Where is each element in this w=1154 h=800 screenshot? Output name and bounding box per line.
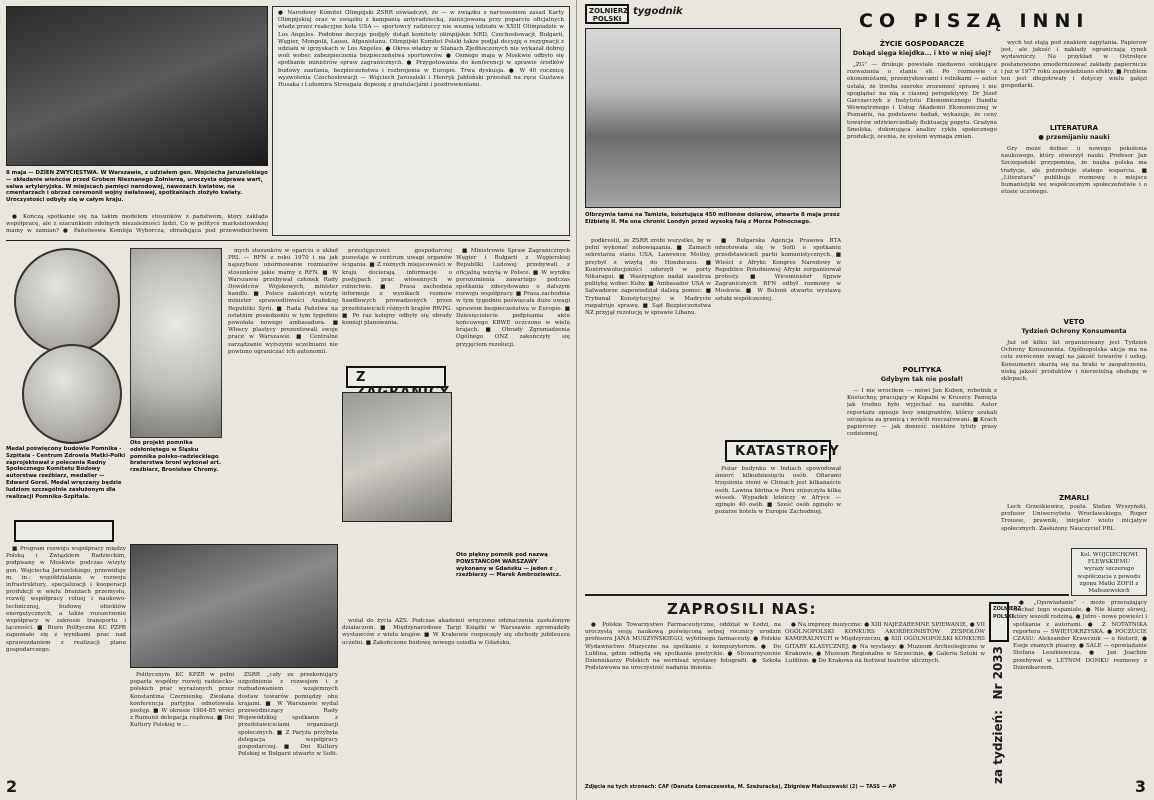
top-news-text: ● Narodowy Komitet Olimpijski ZSRR oświadczył, że — w związku z naruszeniem zasad Karty Olimpijskiej oraz w związku z kampanią antyradziecką, zainicjowaną przy poparciu oficjalnych władz przez reakcyjne koła USA — sportowcy radzieccy nie wezmą udziału w XXIII Olimpiadzie w Los Angeles. Podobne decyzje podjęły dotąd komitety olimpijskie NRD, Czechosłowacji, Bułgarii, Węgier, Mongolii, Laosu, Afganistanu. Olimpijski Komitet Polski także podjął decyzję o rezygnacji z udziału w igrzyskach w Los Angeles. ● Okres władzy w Stanach Zjednoczonych nie wykazał dobrej woli wobec zabezpieczenia bezpieczeństwa sportowców. ● Osmego maja w Moskwie odbyło się spotkanie ministrów spraw zagranicznych. ● Przygotowania do konferencji w sprawie środków budowy zaufania, bezpieczeństwa i rozbrojenia w Europie. Trwa dyskusja. ● W 40 rocznicę wyzwolenia Czechosłowacji — Wojciech Jaruzelski i Henryk Jabłoński przesłali na ręce Gustawa Husaka i Lubomira Strougala depeszę z gratulacjami i pozdrowieniami. [278,10,564,89]
condolence-box [1071,548,1147,596]
column-c [130,672,234,784]
literatura-title: LITERATURA [1049,124,1099,132]
middle-news-text: ● Kończą spotkanie się na takim modelem stosunków z państwem, który zakłada współpracę, ale z szacunkiem zdolnych niezależności ludzi. Co w polityce marksistowskiej mamy w zamian? ● Państwowa Komisja Wyborcza, obradująca pod przewodnictwem [6,214,268,235]
literatura-text: Gry może dobiec u nowego pokolenia naukowego, który otworzył nauki. Profesor Jan Szczepański przypomina, że nauka polska ma tradycje, ale potrzebuje stałego wsparcia. ■ „Literatura” publikuje rozmowę o miejscu humanistyki we współczesnym społeczeństwie i o etosie uczonego. [1001,146,1147,196]
zagranicy-text: ■ Ministrowie Spraw Zagranicznych Węgier i Bułgarii z Węgierskiej Republiki Ludowej przebywali z oficjalną wizytą w Polsce. ■ W wyniku porozumienia zawartego podczas spotkania zdecydowano o dalszym rozwoju współpracy. ■ Prasa zachodnia w tym tygodniu poświęcała dużo uwagi sprawom bezpieczeństwa w Europie. ■ Dziesięciolecie podpisania aktu końcowego KBWE uczczono w wielu krajach. ■ Obrady Zgromadzenia Ogólnego ONZ zakończyły się przyjęciem rezolucji. [456,248,570,348]
veto-headline: Tydzień Ochrony Konsumenta [1021,328,1127,335]
zaprosili-divider [585,594,1069,596]
zagranicy-column [456,248,570,548]
zmarli-column [1001,504,1147,544]
column-a-text: mych stosunków w oparciu o układ PRL — RFN z roku 1970 i na jak najszybsze unormowanie rozmiarów stosunków jakie mamy z RFN. ■ W Warszawie przebywał członek Rady Dowódców Wojskowych, minister handlu. ■ Polsce zakończył wizytę minister sprawiedliwości Arabskiej Republiki Syrii. ■ Rada Państwa na ostatnim posiedzeniu w tym tygodniu powołała nowego ambasadora. ■ Włoscy plastycy prezentowali swoje prace w Warszawie. ■ Centralne zarządzanie wyższymi uczelniami nie powinno ograniczać ich autonomii. [228,248,338,355]
photo-caption-victory-day: 8 maja — DZIEŃ ZWYCIĘSTWA. W Warszawie, z udziałem gen. Wojciecha Jaruzelskiego — składanie wieńców przed Grobem Nieznanego Żołnierza, uroczysta odprawa wart, salwa artyleryjska. W miejscach pamięci narodowej, nawozach kwiatów, na cmentarzach i obrzeż ceremonii wojny światowej, spotkaniach złożyło kwiaty. Uroczystości odbyły się w całym kraju. [6,170,268,204]
left-page-number: 2 [6,777,18,796]
middle-news-column [6,214,268,236]
photo-exhibition [130,544,338,668]
section-title-zagranicy: Z [346,366,446,388]
medal-caption: Medal poświęcony budowie Pomnika - Szpitala - Centrum Zdrowia Matki-Polki zaprojektował z polecenia Radny Społecznego Komitetu Budowy autorstwa rzeźbiarz, medalier — Edward Gorol. Medal wręczany będzie ludziom szczególnie zasłużonym dla realizacji Pomnika-Szpitala. [6,446,126,500]
polityka-text: — I nie wróciłem — mówi Jan Kuboń, robotnik z Kostuchny, pracujący w Kopalni w Kruszcy. Pamięta jak trudno było wyjechać na zarobki. Autor reportażu opisuje losy emigrantów, którzy szukali szczęścia za granicą i wrócili rozczarowani. ■ Krach papierowy — jak donieść niektóre tytuły prasy codziennej. [847,388,997,438]
zaprosili-title: ZAPROSILI NAS: [667,600,817,618]
zaprosili-col-b-text: ● Na imprezy muzyczne: ● XIII NAJEZAREMNE ŚPIEWANIE, ● VII OGÓLNOPOLSKI KONKURS AKORDEONISTÓW ZESPOŁÓW KAMERALNYCH w Międzyrzeczu, ● XIII OGÓLNOPOLSKI KONKURS GITARY KLASYCZNEJ. ● Na wystawy: ● Muzeum Archeologiczne w Krakowie, ● Muzeum Regionalne w Szczecinie, ● Galeria Sztuki w Lublinie. ● Do Krakowa na festiwal teatrów ulicznych. [785,622,985,665]
za-tydzien-logo: ZOLNIERZ POLSKI [989,602,1009,642]
column-b [342,248,452,362]
section-title-kraju [14,520,114,542]
photo-victory-day [6,6,268,166]
column-e [342,618,570,784]
za-tydzien-title: za tydzień: [991,710,1005,784]
veto-text: Już od kilku lat organizowany jest Tydzień Ochrony Konsumenta. Ogólnopolska akcja ma na celu zwrócenie uwagi na jakość towarów i usług. Konsumenci skarżą się na braki w zaopatrzeniu, niską jakość produktów i nierzetelną obsługę w sklepach. [1001,340,1147,383]
polityka-title: POLITYKA [902,366,942,374]
news-column-a-text: podkreślił, że ZSRR zrobi wszystko, by w pełni wykonać zobowiązania. ■ Zamach sekretarza stanu USA, Lawrence Motley, przybył z wizytą do Hondurasu. ■ Kontrrewolucjoniści uderzyli w porty Nikaragui. ■ Waszyngton nadal zaostrza politykę wobec Kuby. ■ Ambasador USA w Salwadorze zapowiedział dalszą pomoc. ■ Trybunał Konstytucyjny w Madrycie rozpatruje sprawę. ■ Sąd Bezpieczeństwa NZ przyjął rezolucję w sprawie Libanu. [585,238,711,317]
medal-image-front [14,248,120,354]
column-e-text: Politycznym KC KPZR w pełni poparła wspólny rozwój radziecko-polskich prac wyrażonych przez Konstantina Czernienkę. Zwołana konferencja partyjna odnotowała postęp. ■ W okresie 1984-85 wróci z Rumunii delegacja rządowa. ■ Dni Kultury Polskiej w ... [130,672,234,729]
zmarli-title: ZMARLI [1059,494,1089,502]
column-c-text: ZSRR „cały ze przekonujący uzgodnienie z rozwojem i z rozbudowaniem wzajemnych dostaw towarów pomiędzy obu krajami. ■ W Warszawie wydal przewodniczący Rady Wojewódzkiej spotkanie z przedstawicielami organizacji społecznych. ■ Z Paryża przybyła delegacja współpracy gospodarczej. ■ Dni Kultury Polskiej w Bułgarii otwarto w Sofii. [238,672,338,758]
sculpture-caption: Oto projekt pomnika odsłoniętego w Śląsku pomnika polsko-radzieckiego braterstwa broni wykonał art. rzeźbiarz, Bronisław Chromy. [130,440,222,474]
photo-caption-monument: Oto piękny pomnik pod nazwą POWSTAŃCOM WARSZAWY wykonany w Gdańsku — jeden z rzeźbiarzy — Marek Ambroziewicz. [456,552,562,579]
medal-image-back [22,344,122,444]
veto-title: VETO [1063,318,1085,326]
column-a [228,248,338,538]
photo-caption-thames: Olbrzymia tama na Tamizie, kosztująca 450 milionów dolarów, otwarta 8 maja przez Elżbietę II. Ma ona chronić Londyn przed wysoką falą z Morza Północnego. [585,212,840,225]
column-d [238,672,338,784]
katastrofy-column [715,466,841,588]
za-tydzien-text: ● „Opowiadanie” - może przerażający słuchać tego wspaniale. ● Nie kłamy slowej, który wszedł rodziną. ● Jutro - nowe powieści i spotkania z autorami. ● Z NOTATNIKA reportera — ŚWIĘTOKRZYSKA. ● POCZUCIE CZASU: Aleksander Krawczuk — o historii, ● Eseje znanych pisarzy. ● SALE — opowiadanie Stefana Leszkiewicza. ● Jan Joachim przebywał w LETNIM DOMKU rozmowy z Dzienikarzem. [1013,600,1147,671]
zaprosili-col-a-text: ● Polskie Towarzystwo Farmaceutyczne, oddział w Łodzi, na uroczystą sesję naukową poświęconą setnej rocznicy urodzin profesora JANA MUSZYŃSKIEGO, wybitnego farmaceuty. ● Polskie Wydawnictwo Muzyczne na spotkanie z kompozytorem. ● Do Lublina, gdzie odbędą się spotkania poetyckie. ● Stowarzyszenie Dziennikarzy Polskich na wernisaż wystawy fotografii. ● Szkoła Podstawowa na uroczystość nadania imienia. [585,622,781,672]
literatura-headline: ● przemijaniu nauki [1038,134,1110,141]
news-column-a [585,238,711,588]
zaprosili-column-a [585,622,781,780]
footer-credits: Zdjęcia na tych stronach: CAF (Danuta Łomaczewska, M. Szeżuracka), Zbigniew Matuszewski (2) — TASS — AP [585,784,897,790]
veto-column [1001,340,1147,490]
divider [6,240,570,241]
column-b-text: przestępczości gospodarczej pozostaje w centrum uwagi organów ścigania. ■ Z różnych miejscowości w kraju docierają informacje o postępach prac wiosennych w rolnictwie. ■ Prasa zachodnia informuje o wynikach rozmów handlowych prowadzonych przez przedstawicieli różnych krajów RWPG. ■ Po raz kolejny odbyły się obrady komisji planowania. [342,248,452,327]
zycie-gospodarcze-title: ŻYCIE GOSPODARCZE [879,40,965,48]
zycie-gospodarcze-headline: Dokąd sięga kiejdka... i kto w niej siej? [852,50,992,57]
right-column-a [1001,40,1147,120]
section-title-co-pisza-inni: CO PISZĄ INNI [859,10,1090,32]
masthead-logo: ZOLNIERZ POLSKI [585,4,629,24]
kraju-text: ■ Program rozwoju współpracy między Polską i Związkiem Radzieckim, podpisany w Moskwie podczas wizyty gen. Wojciecha Jaruzelskiego, przewiduje m. in.: współdziałanie w rozwoju infrastruktury, specjalizacji i kooperacji produkcji w wielu branżach przemysłu, rozwój współpracy rolnej i naukowo-technicznej, budowę obiektów energetycznych, a także rozszerzenie współpracy w zakresie transportu i łączności. ■ Biuro Polityczne KC PZPR zapoznało się z wynikami prac nad sprawozdaniem z realizacji planu gospodarczego. [6,546,126,653]
right-column-a-text: wych też stają pod znakiem zapytania. Papierow jest, ale jakość i nakłady ograniczają rynek wydawniczy. Na przykład w Ostrołęce postanowiono zmodernizować zakłady papiernicze i już w 1977 roku zapowiedziano efekty. ■ Problem ten jest długotrwały i dotyczy wielu gałęzi gospodarki. [1001,40,1147,90]
masthead-title: tygodnik [633,6,683,17]
top-news-box [272,6,570,236]
za-tydzien-column [1013,600,1147,780]
zaprosili-column-b [785,622,985,780]
news-column-b [715,238,841,434]
news-column-b-text: ■ Bułgarska Agencja Prasowa BTA odnotowała się w Sofii o spotkaniu przedstawicieli partii komunistycznych. ■ Wieści z Afryki: Kongres Narodowy w Republice Południowej Afryki zorganizował protesty. ■ Wiceminister Spraw Zagranicznych RFN odbył rozmowy w Moskwie. ■ W Bolonii otwarto wystawę sztuki współczesnej. [715,238,841,302]
column-d-text: wolał do życia AZS. Podczas akademii wręczono odznaczenia zasłużonym działaczom. ■ Międzynarodowe Targi Książki w Warszawie zgromadziły wystawców z wielu krajów. ■ W Krakowie rozpoczęły się obchody jubileuszu uczelni. ■ Zakończono budowę nowego osiedla w Gdańsku. [342,618,570,646]
sculpture-photo [130,248,222,438]
kraju-column [6,546,126,782]
katastrofy-text: Pożar budynku w Indiach spowodował śmierć kilkudziesięciu osób. Ofiarami trzęsienia ziemi w Chinach jest kilkanaście osób. Lawina błotna w Peru zniszczyła kilka wiosek. Wypadek lotniczy w Afryce — zginęło 40 osób. ■ Sześć osób zginęło w pożarze hotelu w Europie Zachodniej. [715,466,841,516]
section-title-katastrofy: KATASTROFY [725,440,831,462]
polityka-headline: Gdybym tak nie posłał! [880,376,964,383]
za-tydzien-number: Nr 2033 [991,646,1005,700]
photo-monument-warsaw [342,392,452,522]
zycie-column [847,62,997,362]
zmarli-text: Lech Grześkiewicz, poeta. Stefan Wyszyński, profesor Uniwersytetu Wrocławskiego. Roger Trousse, prawnik, inicjator wielu inicjatyw społecznych. Zasłużony Nauczyciel PRL. [1001,504,1147,532]
photo-thames-barrier [585,28,841,208]
condolence-text: Kol. WOJCIECHOWI FLEWSKIEMU wyrazy szczerego współczucia z powodu zgonu Matki ZOFII z Maliszewskich [1077,552,1141,595]
polityka-column [847,388,997,588]
right-page [577,0,1154,800]
zycie-text: „ŻG” — drukuje powstałe niedawno szokujące rozważania o stanie sił. Po rozmowie z ekonomistami, przemysłowcami i rolnikami — autor ustala, że trzeba szeroko zrozumieć sprawę i nie spoglądać na nią z ciasnej perspektywy. Dr Józef Garczarczyk z Instytutu Ekonomicznego Handlu Wewnętrznego i Usług Akademii Ekonomicznej w Poznaniu, na podstawie badań, wykazuje, że ceny towarów odzwierciedlały fluktuację popytu. Grażyna Smolska, dokonująca analizy cyklu społecznego produkcji, ocenia, że system wymaga zmian. [847,62,997,141]
literatura-column [1001,146,1147,314]
right-page-number: 3 [1134,777,1146,796]
